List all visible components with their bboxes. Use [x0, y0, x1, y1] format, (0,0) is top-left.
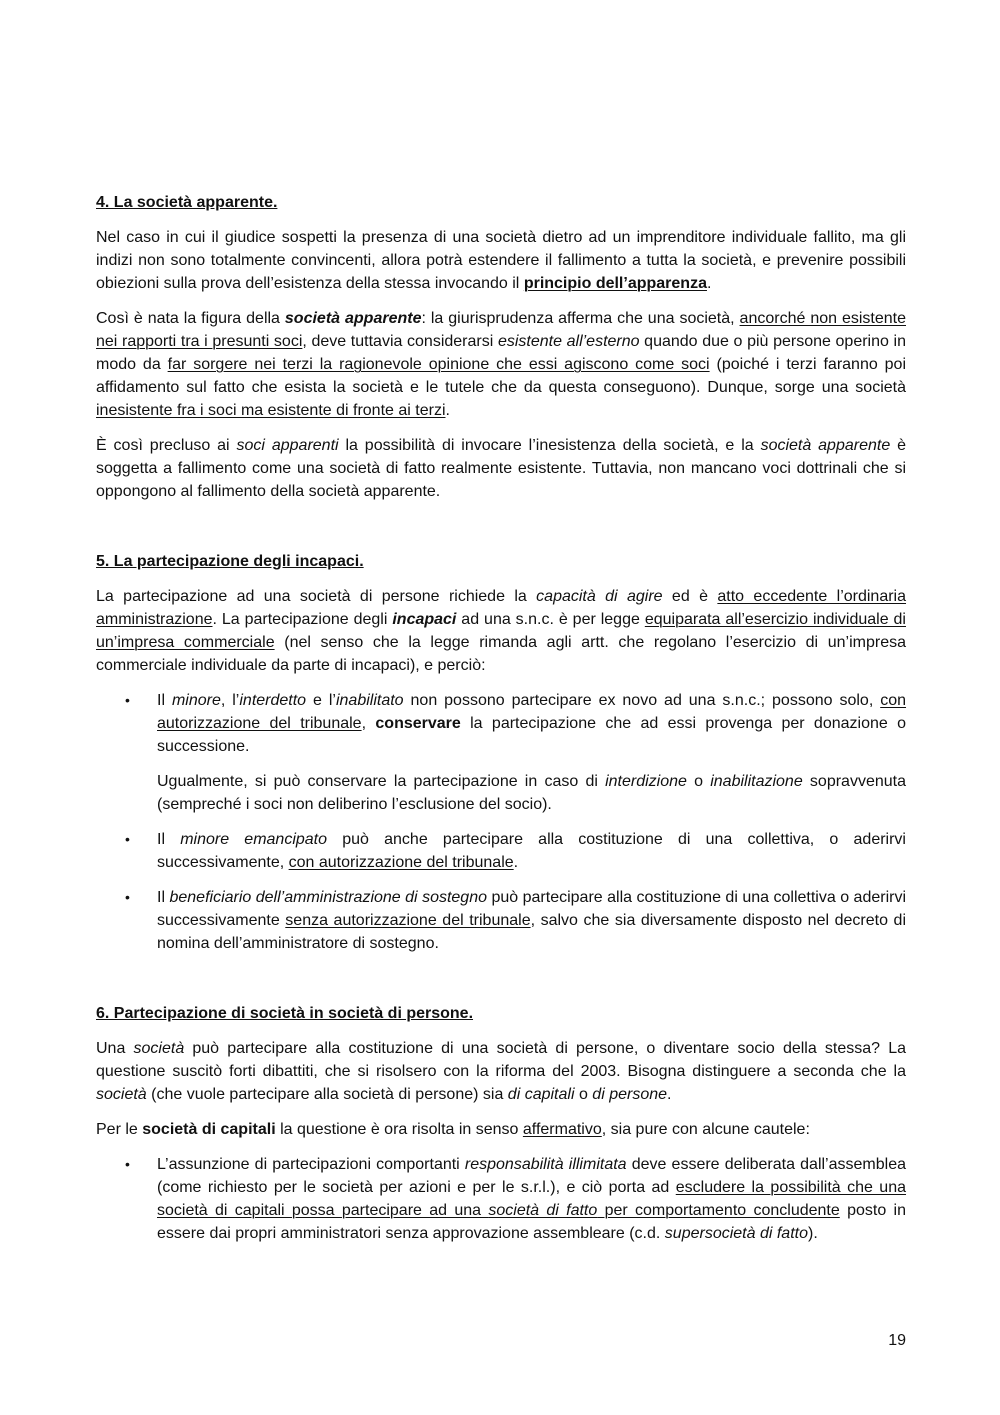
list-item-continuation: Ugualmente, si può conservare la partecipazione in caso di interdizione o inabilitazione sopravvenuta (sempreché i soci non deliberino l’esclusione del socio). [157, 773, 906, 813]
section-4-paragraph-3: È così precluso ai soci apparenti la possibilità di invocare l’inesistenza della società, e la società apparente è soggetta a fallimento come una società di fatto realmente esistente. Tuttavia, non mancano voci dottrinali che si oppongono al fallimento della società apparente. [96, 437, 907, 500]
term-societa-apparente: società apparente [284, 310, 422, 327]
bullet-icon: • [125, 692, 130, 708]
bullet-icon: • [125, 831, 130, 847]
section-4-title: 4. La società apparente. [96, 194, 278, 211]
term-incapaci: incapaci [392, 611, 457, 628]
page-number: 19 [888, 1332, 906, 1349]
section-4-paragraph-1: Nel caso in cui il giudice sospetti la presenza di una società dietro ad un imprenditore individuale fallito, ma gli indizi non sono totalmente convincenti, allora potrà estendere il fallimento a tutta la società, e prevenire possibili obiezioni sulla prova dell’esistenza della stessa invocando il principio dell’apparenza. [96, 229, 906, 292]
list-item: • L’assunzione di partecipazioni comportanti responsabilità illimitata deve essere deliberata dall’assemblea (come richiesto per le società per azioni e per le s.r.l.), e ciò porta ad escludere la possibilità che una società di capitali possa partecipare ad una società di fatto per comportamento concludente posto in essere dai propri amministratori senza approvazione assembleare (c.d. supersocietà di fatto). [96, 1153, 906, 1245]
list-item: • Il minore, l’interdetto e l’inabilitato non possono partecipare ex novo ad una s.n.c.; possono solo, con autorizzazione del tribunale, conservare la partecipazione che ad essi provenga per donazione o successione. Ugualmente, si può conservare la partecipazione in caso di interdizione o inabilitazione sopravvenuta (sempreché i soci non deliberino l’esclusione del socio). [96, 689, 906, 816]
section-6-list [96, 1153, 906, 1245]
section-5-title: 5. La partecipazione degli incapaci. [96, 553, 364, 570]
section-6-paragraph-2: Per le società di capitali la questione è ora risolta in senso affermativo, sia pure con alcune cautele: [96, 1121, 810, 1138]
section-5-paragraph-1: La partecipazione ad una società di persone richiede la capacità di agire ed è atto eccedente l’ordinaria amministrazione. La partecipazione degli incapaci ad una s.n.c. è per legge equiparata all’esercizio individuale di un’impresa commerciale (nel senso che la legge rimanda agli artt. che regolano l’esercizio di un’impresa commerciale individuale da parte di incapaci), e perciò: [96, 588, 907, 674]
principle-of-appearance: principio dell’apparenza [523, 275, 707, 292]
list-item: • Il beneficiario dell’amministrazione di sostegno può partecipare alla costituzione di una collettiva o aderirvi successivamente senza autorizzazione del tribunale, salvo che sia diversamente disposto nel decreto di nomina dell’amministratore di sostegno. [96, 886, 906, 955]
section-4-paragraph-2: Così è nata la figura della società apparente: la giurisprudenza afferma che una società, ancorché non esistente nei rapporti tra i presunti soci, deve tuttavia considerarsi esistente all’esterno quando due o più persone operino in modo da far sorgere nei terzi la ragionevole opinione che essi agiscono come soci (poiché i terzi faranno poi affidamento sul fatto che esista la società e le tutele che da questa conseguono). Dunque, sorge una società inesistente fra i soci ma esistente di fronte ai terzi. [96, 310, 906, 419]
document-page [96, 191, 906, 1257]
bullet-icon: • [125, 889, 130, 905]
bullet-icon: • [125, 1156, 130, 1172]
section-5-list [96, 689, 906, 955]
list-item: • Il minore emancipato può anche partecipare alla costituzione di una collettiva, o aderirvi successivamente, con autorizzazione del tribunale. [96, 828, 906, 874]
section-6-title: 6. Partecipazione di società in società di persone. [96, 1005, 474, 1022]
section-6-paragraph-1: Una società può partecipare alla costituzione di una società di persone, o diventare socio della stessa? La questione suscitò forti dibattiti, che si risolsero con la riforma del 2003. Bisogna distinguere a seconda che la società (che vuole partecipare alla società di persone) sia di capitali o di persone. [96, 1040, 907, 1103]
